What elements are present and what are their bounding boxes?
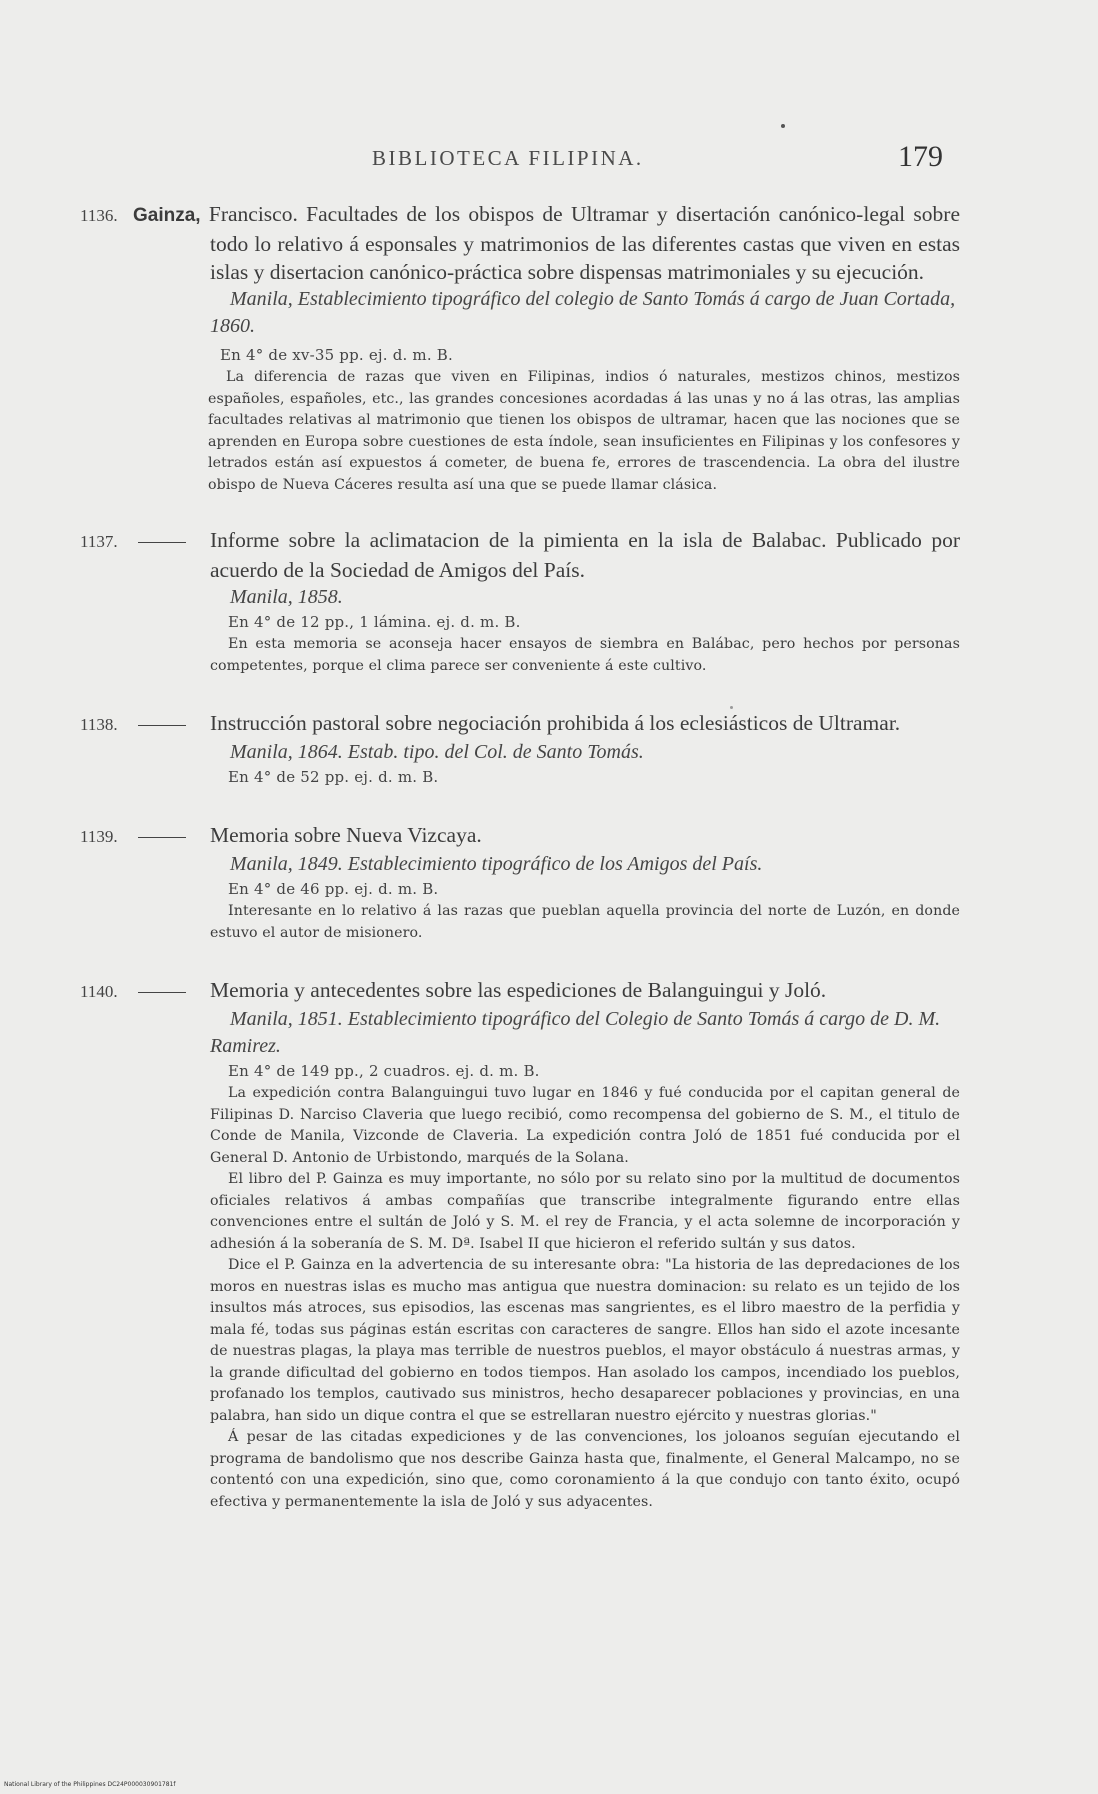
entry-collation: En 4° de 52 pp. ej. d. m. B. (228, 768, 439, 786)
entry-author: Gainza, (133, 205, 201, 226)
entry-title-text: Facultades de los obispos de Ultramar y disertación canónico-legal sobre todo lo relativo á esponsales y matrimonios de las diferentes castas que viven en estas islas y disertacion canónico-práctica sobre dispensas matrimoniales y su ejecución. (210, 202, 960, 284)
entry-1140 (80, 976, 960, 1513)
entry-imprint: Manila, 1849. Establecimiento tipográfico de los Amigos del País. (230, 853, 763, 875)
ditto-dash (138, 709, 210, 737)
entry-number: 1140. (80, 982, 118, 1001)
entry-number: 1139. (80, 827, 118, 846)
entry-note: La diferencia de razas que viven en Filipinas, indios ó naturales, mestizos chinos, mestizos españoles, españoles, etc., las grandes concesiones acordadas á las unas y no á las otras, las amplias facultades relativas al matrimonio que tienen los obispos de ultramar, hacen que las nociones que se aprenden en Europa sobre cuestiones de esta índole, sean insuficientes en Filipinas y los confesores y letrados están así expuestos á cometer, de buena fe, errores de trascendencia. La obra del ilustre obispo de Nueva Cáceres resulta así una que se puede llamar clásica. (208, 369, 960, 493)
entry-number: 1136. (80, 206, 118, 225)
entry-note: La expedición contra Balanguingui tuvo lugar en 1846 y fué conducida por el capitan general de Filipinas D. Narciso Claveria que luego recibió, como recompensa del gobierno de S. M., el titulo de Conde de Manila, Vizconde de Claveria. La expedición contra Joló de 1851 fué conducida por el General D. Antonio de Urbistondo, marqués de la Solana. (210, 1085, 960, 1166)
bibliography-entries (80, 200, 960, 1545)
entry-title-text: Memoria sobre Nueva Vizcaya. (210, 823, 482, 847)
entry-author-given: Francisco. (200, 202, 298, 226)
entry-title (80, 821, 960, 851)
entry-collation: En 4° de 149 pp., 2 cuadros. ej. d. m. B. (228, 1062, 540, 1080)
entry-title (80, 200, 960, 286)
entry-note: El libro del P. Gainza es muy importante, no sólo por su relato sino por la multitud de documentos oficiales relativos á ambas compañías que transcribe integralmente figurando entre ellas convenciones entre el sultán de Joló y S. M. el rey de Francia, y el acta solemne de incorporación y adhesión á la soberanía de S. M. Dª. Isabel II que hicieron el referido sultán y sus datos. (210, 1171, 960, 1252)
running-title: BIBLIOTECA FILIPINA. (372, 146, 644, 170)
entry-title (80, 709, 960, 739)
entry-title (80, 976, 960, 1006)
entry-1138 (80, 709, 960, 789)
entry-title-text: Instrucción pastoral sobre negociación prohibida á los eclesiásticos de Ultramar. (210, 711, 901, 735)
entry-1137 (80, 526, 960, 677)
ditto-dash (138, 821, 210, 849)
entry-collation: En 4° de 46 pp. ej. d. m. B. (228, 880, 439, 898)
entry-note: Á pesar de las citadas expediciones y de las convenciones, los joloanos seguían ejecutando el programa de bandolismo que nos describe Gainza hasta que, finalmente, el General Malcampo, no se contentó con una expedición, sino que, como coronamiento á la que condujo con tanto éxito, ocupó efectiva y permanentemente la isla de Joló y sus adyacentes. (210, 1429, 960, 1510)
entry-imprint: Manila, 1851. Establecimiento tipográfico del Colegio de Santo Tomás á cargo de D. M. Ramirez. (210, 1008, 941, 1057)
scan-credit: National Library of the Philippines DC24P000030901781f (4, 1781, 176, 1788)
entry-note: Interesante en lo relativo á las razas que pueblan aquella provincia del norte de Luzón, en donde estuvo el autor de misionero. (210, 903, 960, 941)
entry-note: Dice el P. Gainza en la advertencia de su interesante obra: "La historia de las depredaciones de los moros en nuestras islas es mucho mas antigua que nuestra dominacion: su relato es un tejido de los insultos más atroces, sus episodios, las escenas mas sangrientes, es el libro maestro de la perfidia y mala fé, todas sus páginas están escritas con caracteres de sangre. Ellos han sido el azote incesante de nuestras plagas, la playa mas terrible de nuestros pueblos, el mayor obstáculo á nuestras armas, y la grande dificultad del gobierno en todos tiempos. Han asolado los campos, incendiado los pueblos, profanado los templos, cautivado sus ministros, hecho desaparecer poblaciones y provincias, en una palabra, han sido un dique contra el que se estrellaran nuestro ejército y nuestras glorias." (210, 1257, 960, 1424)
page-header (0, 142, 1098, 182)
entry-title-text: Informe sobre la aclimatacion de la pimienta en la isla de Balabac. Publicado por acuerdo de la Sociedad de Amigos del País. (210, 528, 960, 582)
entry-number: 1137. (80, 532, 118, 551)
entry-note: En esta memoria se aconseja hacer ensayos de siembra en Balábac, pero hechos por personas competentes, porque el clima parece ser conveniente á este cultivo. (210, 636, 960, 674)
entry-title (80, 526, 960, 584)
entry-imprint: Manila, Establecimiento tipográfico del colegio de Santo Tomás á cargo de Juan Cortada, 1860. (210, 288, 956, 337)
entry-collation: En 4° de xv-35 pp. ej. d. m. B. (220, 346, 453, 364)
entry-imprint: Manila, 1864. Estab. tipo. del Col. de Santo Tomás. (230, 741, 644, 763)
entry-1139 (80, 821, 960, 944)
entry-title-text: Memoria y antecedentes sobre las espediciones de Balanguingui y Joló. (210, 978, 827, 1002)
ditto-dash (138, 526, 210, 554)
entry-number: 1138. (80, 715, 118, 734)
entry-1136 (80, 200, 960, 496)
page-number: 179 (898, 140, 943, 173)
ink-speck (781, 124, 785, 128)
entry-imprint: Manila, 1858. (230, 586, 343, 608)
ditto-dash (138, 976, 210, 1004)
entry-collation: En 4° de 12 pp., 1 lámina. ej. d. m. B. (228, 613, 521, 631)
